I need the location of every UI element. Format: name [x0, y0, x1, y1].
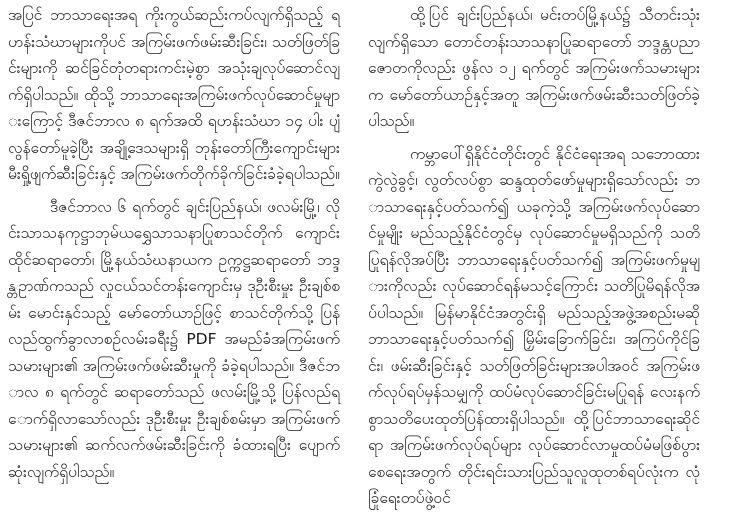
right-column — [368, 2, 700, 518]
left-paragraph-2: ဒီဇင်ဘာလ ၆ ရက်တွင် ချင်းပြည်နယ်၊ ဖလမ်းမြို့၊ လိုင်းသာသနကုဋ္ဌာဘုမ်ယရွှေသာသနာပြုစာသင်တိုက် ကျောင်းထိုင်ဆရာတော်၊ မြို့နယ်သံဃနာယက ဥက္ကဋ္ဌဆရာတော် ဘဒ္ဒန္တဥာဏ်ကသည် လှုငယ်သင်တန်းကျောင်းမှ ဒုဦးစီးမှုး ဦးချစ်စမ်း မောင်းနှင်သည့် မော်တော်ယာဉ်ဖြင့် စာသင်တိုက်သို့ ပြန်လည်ထွက်ခွာလာစဉ်လမ်းခရီး၌ PDF အမည်ခံအကြမ်းဖက်သမားများ၏ အကြမ်းဖက်ဖမ်းဆီးမှုကို ခံခဲ့ရပါသည်။ ဒီဇင်ဘာလ ၈ ရက်တွင် ဆရာတော်သည် ဖလမ်းမြို့သို့ ပြန်လည်ရောက်ရှိလာသော်လည်း ဒုဦးစီးမှုး ဦးချစ်စမ်းမှာ အကြမ်းဖက်သမားများ၏ ဆက်လက်ဖမ်းဆီးခြင်းကို ခံထားရပြီး ပျောက်ဆုံးလျက်ရှိပါသည်။ — [8, 197, 340, 481]
left-paragraph-1: အပြင် ဘာသာရေးအရ ကိုးကွယ်ဆည်းကပ်လျက်ရှိသည့် ရဟန်းသံဃာများကိုပင် အကြမ်းဖက်ဖမ်းဆီးခြင်း၊ သတ်ဖြတ်ခြင်းများကို ဆင်ခြင်တုံတရားကင်းမဲ့စွာ အသုံးချလုပ်ဆောင်လျက်ရှိပါသည်။ ထိုသို့ ဘာသာရေးအကြမ်းဖက်လုပ်ဆောင်မှုများကြောင့် ဒီဇင်ဘာလ ၈ ရက်အထိ ရဟန်းသံဃာ ၁၄ ပါး ပျံလွန်တော်မူခဲ့ပြီး အချို့ဒေသများရှိ ဘုန်းတော်ကြီးကျောင်းများ မီးရှို့ဖျက်ဆီးခြင်းနှင့် အကြမ်းဖက်တိုက်ခိုက်ခြင်းခံခဲ့ရပါသည်။ — [8, 6, 340, 183]
right-paragraph-1: ထို့ပြင် ချင်းပြည်နယ်၊ မင်းတပ်မြို့နယ်၌ သီတင်းသုံးလျက်ရှိသော တောင်တန်းသာသနာပြုဆရာတော် ဘဒ္ဒန္တပညာဇောတကိုလည်း ဖွန်လ ၁၂ ရက်တွင် အကြမ်းဖက်သမားများက မော်တော်ယာဉ်နှင့်အတူ အကြမ်းဖက်ဖမ်းဆီးသတ်ဖြတ်ခဲ့ပါသည်။ — [368, 6, 700, 130]
left-column — [8, 2, 340, 491]
right-paragraph-2: ကမ္ဘာပေါ်ရှိနိုင်ငံတိုင်းတွင် နိုင်ငံရေးအရ သဘောထားကွဲလွဲခွင့်၊ လွတ်လပ်စွာ ဆန္ဒထုတ်ဖော်မှုများရှိသော်လည်း ဘာသာရေးနှင့်ပတ်သက်၍ ယခုကဲ့သို့ အကြမ်းဖက်လုပ်ဆောင်မှုမျိုး မည်သည့်နိုင်ငံတွင်မှ လုပ်ဆောင်မှုမရှိသည်ကို သတိပြုရန်လိုအပ်ပြီး ဘာသာရေးနှင့်ပတ်သက်၍ အကြမ်းဖက်မှုများကိုလည်း လုပ်ဆောင်ရန်မသင့်ကြောင်း သတိပြုမိရန်လိုအပ်ပါသည်။ မြန်မာနိုင်ငံအတွင်းရှိ မည်သည့်အဖွဲ့အစည်းမဆို ဘာသာရေးနှင့်ပတ်သက်၍ မြှိမ်းခြောက်ခြင်း၊ အကြပ်ကိုင်ခြင်း၊ ဖမ်းဆီးခြင်းနှင့် သတ်ဖြတ်ခြင်းများအပါအဝင် အကြမ်းဖက်လုပ်ရပ်မှန်သမျှကို ထပ်မံလုပ်ဆောင်ခြင်းမပြုရန် လေးနက်စွာသတိပေးထုတ်ပြန်ထားရှိပါသည်။ ထို့ပြင်ဘာသာရေးဆိုင်ရာ အကြမ်းဖက်လုပ်ရပ်များ လုပ်ဆောင်လာမှုထပ်မံမဖြစ်ပွားစေရေးအတွက် တိုင်းရင်းသားပြည်သူလူထုတစ်ရပ်လုံးက လုံခြုံရေးတပ်ဖွဲ့ဝင် — [368, 144, 700, 507]
